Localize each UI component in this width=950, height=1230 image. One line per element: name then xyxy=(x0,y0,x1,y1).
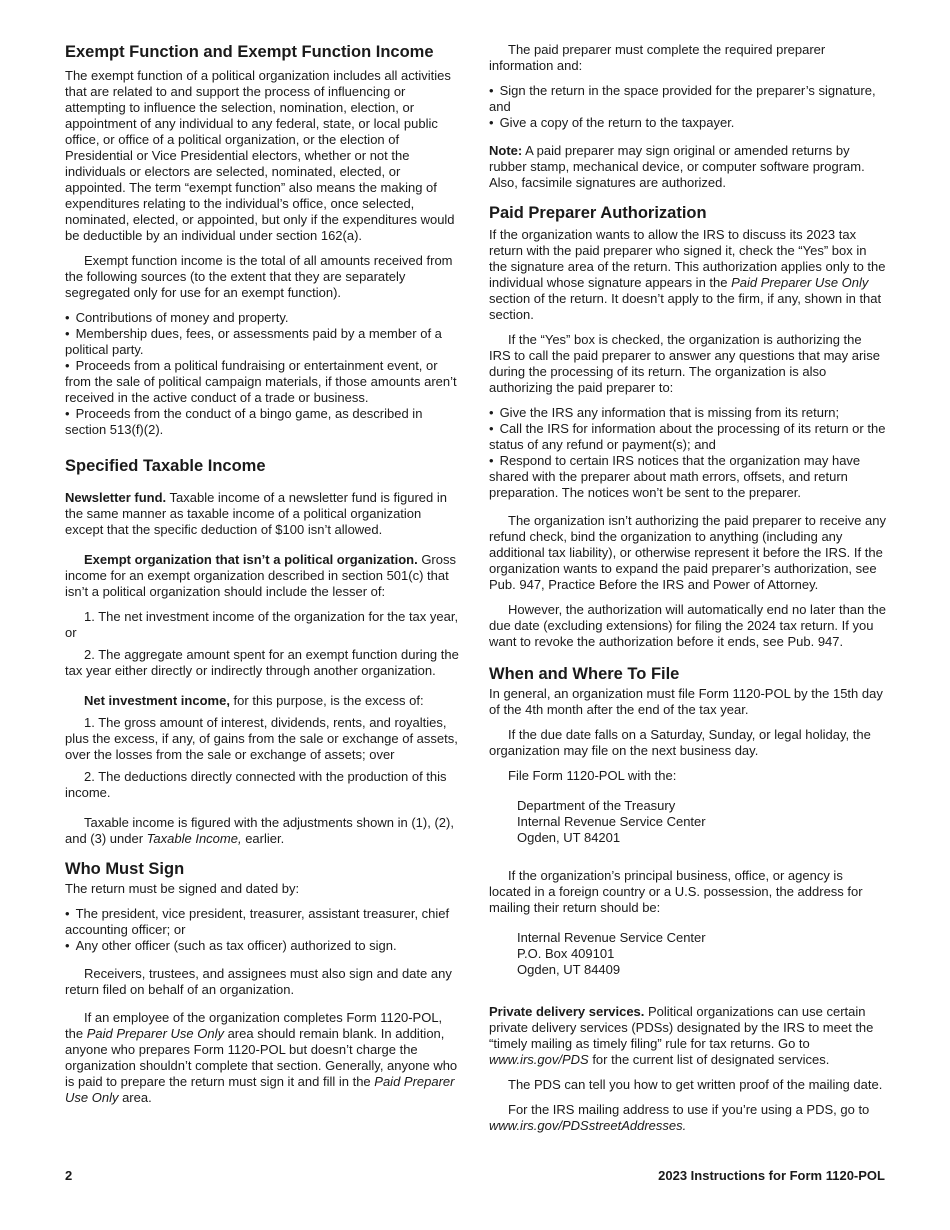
paragraph-employee: If an employee of the organization completes Form 1120-POL, the Paid Preparer Use Only area should remain blank. In addition, anyone who prepares Form 1120-POL but doesn’t charge the organization shouldn’t complete that section. Generally, anyone who is paid to prepare the return must sign it and fill in the Paid Preparer Use Only area. xyxy=(65,1010,458,1105)
paragraph-newsletter: Newsletter fund. Taxable income of a newsletter fund is figured in the same manner as taxable income of a political organization except that the specific deduction of $100 isn’t allowed. xyxy=(65,490,447,537)
exempt-income-list xyxy=(65,310,462,438)
paragraph: If the due date falls on a Saturday, Sunday, or legal holiday, the organization may file on the next business day. xyxy=(489,727,871,758)
mailing-address xyxy=(517,798,886,846)
authorization-list xyxy=(489,405,886,501)
right-column xyxy=(489,42,886,1143)
paragraph-taxable: Taxable income is figured with the adjustments shown in (1), (2), and (3) under Taxable Income, earlier. xyxy=(65,815,454,846)
note: Note: A paid preparer may sign original or amended returns by rubber stamp, mechanical device, or computer software program. Also, facsimile signatures are authorized. xyxy=(489,143,865,190)
paragraph: The organization isn’t authorizing the paid preparer to receive any refund check, bind the organization to anything (including any additional tax liability), or otherwise represent it before the IRS. If the organization wants to expand the paid preparer’s authorization, see Pub. 947, Practice Before the IRS and Power of Attorney. xyxy=(489,513,886,592)
page-number: 2 xyxy=(65,1168,73,1183)
paragraph: If the “Yes” box is checked, the organization is authorizing the IRS to call the paid preparer to answer any questions that may arise during the processing of its return. The organization is also authorizing the paid preparer to: xyxy=(489,332,880,395)
numbered-item: 2. The deductions directly connected with the production of this income. xyxy=(65,769,447,800)
heading-specified-taxable-income: Specified Taxable Income xyxy=(65,457,266,475)
left-column xyxy=(65,42,462,1115)
run-in-heading: Private delivery services. xyxy=(489,1004,645,1019)
heading-exempt-function: Exempt Function and Exempt Function Income xyxy=(65,43,434,61)
list-item: • Sign the return in the space provided for the preparer’s signature, and xyxy=(489,83,886,115)
list-item: • Proceeds from a political fundraising or entertainment event, or from the sale of political campaign materials, if those amounts aren’t received in the active conduct of a trade or business. xyxy=(65,358,462,406)
address-line: Ogden, UT 84201 xyxy=(517,830,621,845)
paragraph: In general, an organization must file Form 1120-POL by the 15th day of the 4th month after the end of the tax year. xyxy=(489,686,883,717)
list-item: • Respond to certain IRS notices that the organization may have shared with the preparer about math errors, offsets, and return preparation. The notices won’t be sent to the preparer. xyxy=(489,453,886,501)
list-item: • Membership dues, fees, or assessments paid by a member of a political party. xyxy=(65,326,462,358)
paragraph: If the organization’s principal business, office, or agency is located in a foreign country or a U.S. possession, the address for mailing their return should be: xyxy=(489,868,863,915)
numbered-item: 1. The gross amount of interest, dividends, rents, and royalties, plus the excess, if any, of gains from the sale or exchange of assets, over the losses from the sale or exchange of assets; over xyxy=(65,715,458,762)
paragraph-exempt-org: Exempt organization that isn’t a political organization. Gross income for an exempt organization described in section 501(c) that isn’t a political organization should include the lesser of: xyxy=(65,552,456,599)
preparer-list xyxy=(489,83,886,131)
numbered-item: 2. The aggregate amount spent for an exempt function during the tax year either directly or indirectly through another organization. xyxy=(65,647,459,678)
list-item: • Contributions of money and property. xyxy=(65,310,462,326)
address-line: P.O. Box 409101 xyxy=(517,946,615,961)
address-line: Internal Revenue Service Center xyxy=(517,814,706,829)
list-item: • The president, vice president, treasurer, assistant treasurer, chief accounting officer; or xyxy=(65,906,462,938)
paragraph-auth1: If the organization wants to allow the IRS to discuss its 2023 tax return with the paid preparer who signed it, check the “Yes” box in the signature area of the return. This authorization applies only to the individual whose signature appears in the Paid Preparer Use Only section of the return. It doesn’t apply to the firm, if any, shown in that section. xyxy=(489,227,886,322)
pds-street-addresses-link[interactable]: www.irs.gov/PDSstreetAddresses. xyxy=(489,1118,687,1133)
address-line: Internal Revenue Service Center xyxy=(517,930,706,945)
list-item: • Give the IRS any information that is missing from its return; xyxy=(489,405,886,421)
form-title-footer: 2023 Instructions for Form 1120-POL xyxy=(658,1168,885,1183)
numbered-item: 1. The net investment income of the organization for the tax year, or xyxy=(65,609,459,640)
paragraph-pds: Private delivery services. Political organizations can use certain private delivery services (PDSs) designated by the IRS to meet the “timely mailing as timely filing” rule for tax returns. Go to www.irs.gov/PDS for the current list of designated services. xyxy=(489,1004,874,1067)
list-item: • Give a copy of the return to the taxpayer. xyxy=(489,115,886,131)
paragraph: Exempt function income is the total of all amounts received from the following sources (to the extent that they are separately segregated only for use for an exempt function). xyxy=(65,253,453,300)
address-line: Ogden, UT 84409 xyxy=(517,962,621,977)
list-item: • Proceeds from the conduct of a bingo game, as described in section 513(f)(2). xyxy=(65,406,462,438)
list-item: • Any other officer (such as tax officer) authorized to sign. xyxy=(65,938,462,954)
paragraph: The paid preparer must complete the required preparer information and: xyxy=(489,42,826,73)
heading-when-where-to-file: When and Where To File xyxy=(489,665,680,683)
paragraph: The exempt function of a political organization includes all activities that are related to and support the process of influencing or attempting to influence the selection, nomination, election, or appointment of any individual to any federal, state, or local public office, or office of a political organization, or the election of Presidential or Vice Presidential electors, whether or not the individuals or electors are selected, nominated, elected, or appointed. The term “exempt function” also means the making of expenditures relating to the individual’s office, once selected, nominated, elected, or appointed, but only if the expenditures would be deductible by an individual under section 162(a). xyxy=(65,68,455,243)
signers-list xyxy=(65,906,462,954)
list-item: • Call the IRS for information about the processing of its return or the status of any refund or payment(s); and xyxy=(489,421,886,453)
paragraph: The PDS can tell you how to get written proof of the mailing date. xyxy=(508,1077,883,1092)
paragraph: Receivers, trustees, and assignees must also sign and date any return filed on behalf of an organization. xyxy=(65,966,452,997)
note-label: Note: xyxy=(489,143,523,158)
paragraph: File Form 1120-POL with the: xyxy=(508,768,677,783)
paragraph: The return must be signed and dated by: xyxy=(65,881,300,896)
run-in-heading: Newsletter fund. xyxy=(65,490,167,505)
paragraph-pds-address: For the IRS mailing address to use if you’re using a PDS, go to www.irs.gov/PDSstreetAddresses. xyxy=(489,1102,870,1133)
paragraph-nii: Net investment income, for this purpose, is the excess of: xyxy=(84,693,424,708)
heading-who-must-sign: Who Must Sign xyxy=(65,860,185,878)
address-line: Department of the Treasury xyxy=(517,798,676,813)
paragraph: However, the authorization will automatically end no later than the due date (excluding extensions) for filing the 2024 tax return. If you want to revoke the authorization before it ends, see Pub. 947. xyxy=(489,602,886,649)
run-in-heading: Net investment income, xyxy=(84,693,230,708)
heading-paid-preparer-authorization: Paid Preparer Authorization xyxy=(489,204,707,222)
foreign-mailing-address xyxy=(517,930,886,978)
run-in-heading: Exempt organization that isn’t a political organization. xyxy=(84,552,418,567)
pds-link[interactable]: www.irs.gov/PDS xyxy=(489,1052,589,1067)
